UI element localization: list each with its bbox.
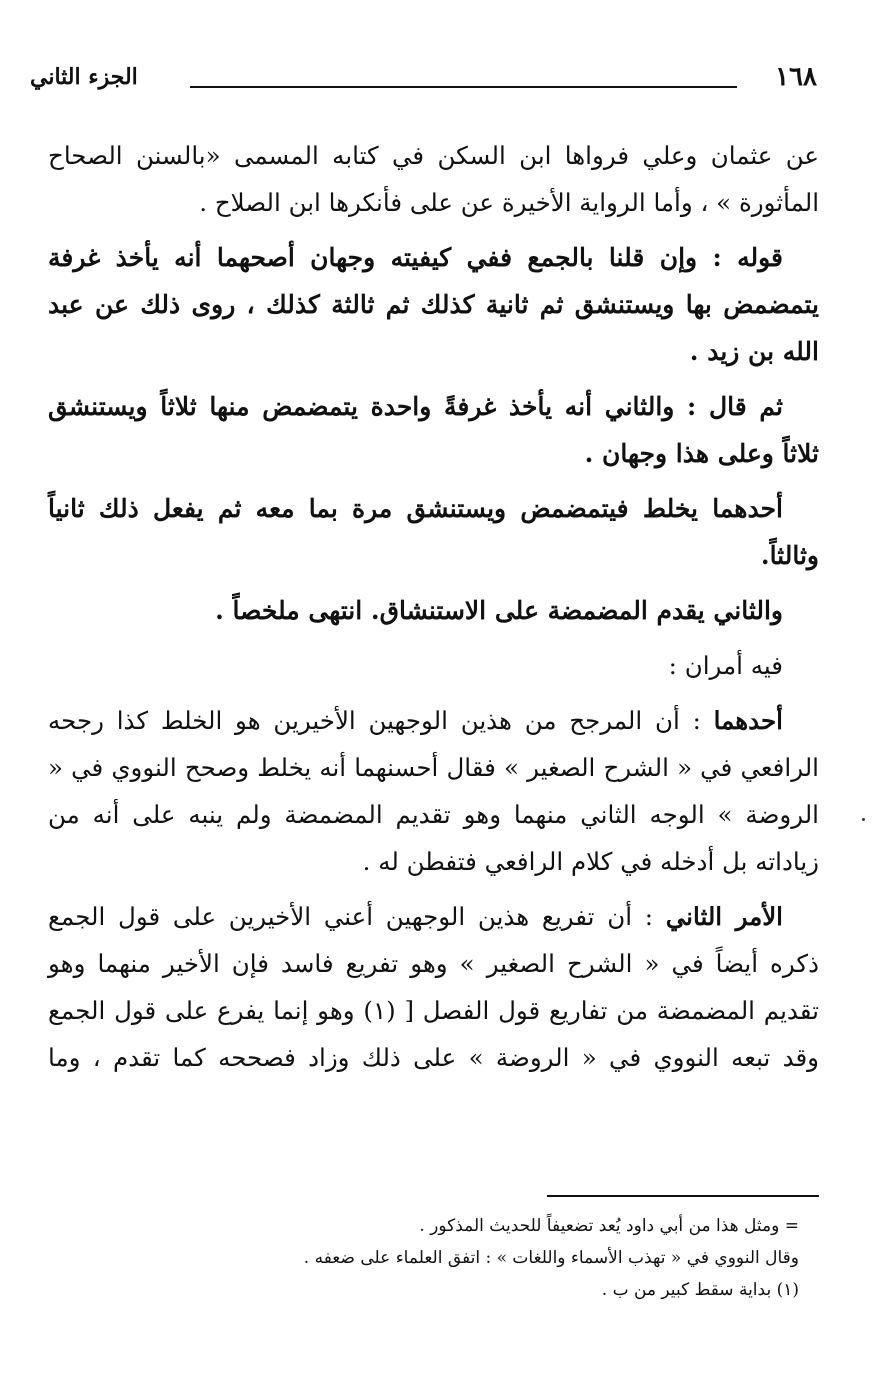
footnote-rule — [547, 1195, 819, 1197]
paragraph-text: عن عثمان وعلي فرواها ابن السكن في كتابه المسمى «بالسنن الصحاح المأثورة » ، وأما الرواية الأخيرة عن على فأنكرها ابن الصلاح . — [48, 141, 819, 217]
paragraph-text: : أن المرجح من هذين الوجهين الأخيرين هو الخلط كذا رجحه الرافعي في « الشرح الصغير » فقال أحسنهما أنه يخلط وصحح النووي في « الروضة » الوجه الثاني منهما وهو تقديم المضمضة ولم ينبه على أنه من زياداته بل أدخله في كلام الرافعي فتفطن له . — [48, 706, 819, 876]
footnotes — [48, 1212, 819, 1308]
footnote-line: = ومثل هذا من أبي داود يُعد تضعيفاً للحديث المذكور . — [419, 1216, 799, 1236]
paragraph-1 — [48, 132, 819, 226]
paragraph-text: قوله : وإن قلنا بالجمع ففي كيفيته وجهان أصحهما أنه يأخذ غرفة يتمضمض بها ويستنشق ثم ثانية كذلك ثم ثالثة كذلك ، روى ذلك عن عبد الله بن زيد . — [48, 243, 819, 366]
paragraph-3 — [48, 383, 819, 477]
page-header — [30, 62, 817, 106]
paragraph-8 — [48, 893, 819, 1081]
header-rule — [190, 86, 737, 88]
paragraph-5 — [48, 587, 819, 634]
paragraph-text: والثاني يقدم المضمضة على الاستنشاق. انتهى ملخصاً . — [215, 596, 783, 625]
footnote-line: وقال النووي في « تهذب الأسماء واللغات » : اتفق العلماء على ضعفه . — [303, 1248, 799, 1268]
paragraph-lead: أحدهما — [713, 706, 783, 735]
paragraph-text: فيه أمران : — [668, 651, 783, 680]
paragraph-text: ثم قال : والثاني أنه يأخذ غرفةً واحدة يتمضمض منها ثلاثاً ويستنشق ثلاثاً وعلى هذا وجهان . — [48, 392, 819, 468]
paragraph-7 — [48, 697, 819, 885]
running-title: الجزء الثاني — [30, 64, 138, 90]
paragraph-4 — [48, 485, 819, 579]
body-text — [48, 132, 819, 1089]
footnote-line: (١) بداية سقط كبير من ب . — [601, 1280, 799, 1300]
paragraph-6 — [48, 642, 819, 689]
paragraph-2 — [48, 234, 819, 375]
paragraph-text: : أن تفريع هذين الوجهين أعني الأخيرين على قول الجمع ذكره أيضاً في « الشرح الصغير » وهو تفريع فاسد فإن الأخير منهما وهو تقديم المضمضة من تفاريع قول الفصل [ (١) وهو إنما يفرع على قول الجمع وقد تبعه النووي في « الروضة » على ذلك وزاد فصححه كما تقدم ، وما — [48, 902, 819, 1072]
paragraph-lead: الأمر الثاني — [665, 902, 783, 931]
page-number: ١٦٨ — [775, 62, 817, 92]
paragraph-text: أحدهما يخلط فيتمضمض ويستنشق مرة بما معه ثم يفعل ذلك ثانياً وثالثاً. — [48, 494, 819, 570]
margin-dot — [862, 818, 865, 821]
